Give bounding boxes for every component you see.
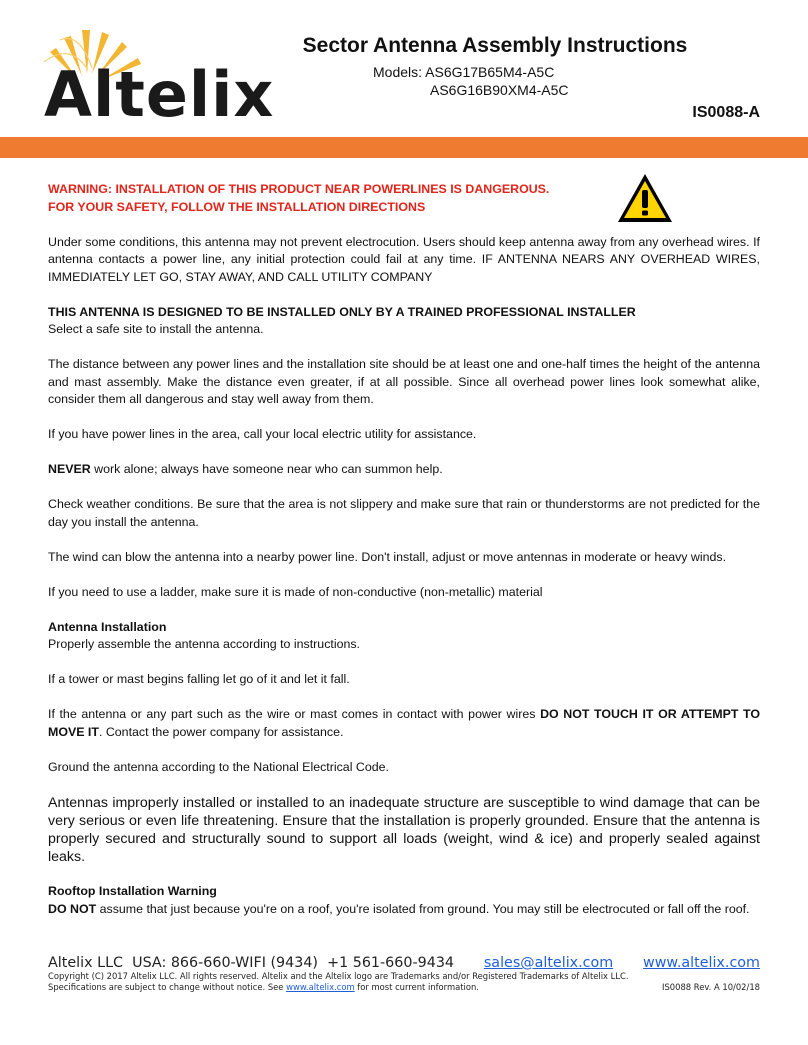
electrocution-paragraph: Under some conditions, this antenna may not prevent electrocution. Users should keep antenna away from any overhead wires. If antenna contacts a power line, any initial protection could fail at any time. IF ANTENNA NEARS ANY OVERHEAD WIRES, IMMEDIATELY LET GO, STAY AWAY, AND CALL UTILITY COMPANY bbox=[48, 234, 760, 284]
tower-paragraph: If a tower or mast begins falling let go of it and let it fall. bbox=[48, 672, 350, 686]
page-title: Sector Antenna Assembly Instructions bbox=[302, 34, 688, 57]
utility-paragraph: If you have power lines in the area, call your local electric utility for assistance. bbox=[48, 427, 477, 441]
spec-post: for most current information. bbox=[354, 981, 479, 992]
installation-heading: Antenna Installation bbox=[48, 619, 167, 634]
rooftop-heading: Rooftop Installation Warning bbox=[48, 884, 217, 898]
structure-paragraph: Antennas improperly installed or installed to an inadequate structure are susceptible to wind damage that can be very serious or even life threatening. Ensure that the installation is properly grounded. Ensure that the antenna is properly secured and structurally sound to support all loads (weight, wind & ice) and properly sealed against leaks. bbox=[48, 794, 760, 865]
brand-wordmark: Altelix bbox=[44, 58, 275, 131]
models-line-1: Models: AS6G17B65M4-A5C bbox=[373, 64, 555, 80]
distance-paragraph: The distance between any power lines and the installation site should be at least one and one-half times the height of the antenna and mast assembly. Make the distance even greater, if at all possible. Since all overhead power lines look somewhat alike, consider them all dangerous and stay well away from them. bbox=[48, 357, 760, 406]
spec-notice bbox=[48, 982, 479, 993]
installer-heading: THIS ANTENNA IS DESIGNED TO BE INSTALLED ONLY BY A TRAINED PROFESSIONAL INSTALLER bbox=[48, 304, 636, 319]
ladder-paragraph: If you need to use a ladder, make sure it is made of non-conductive (non-metallic) material bbox=[48, 584, 543, 599]
instructions-body bbox=[48, 180, 760, 918]
warning-line-2: FOR YOUR SAFETY, FOLLOW THE INSTALLATION DIRECTIONS bbox=[48, 200, 426, 214]
document-id: IS0088-A bbox=[692, 104, 760, 121]
models-line-2: AS6G16B90XM4-A5C bbox=[430, 82, 569, 98]
page-footer bbox=[48, 955, 760, 992]
spec-pre: Specifications are subject to change without notice. See bbox=[48, 981, 287, 992]
ground-paragraph: Ground the antenna according to the National Electrical Code. bbox=[48, 759, 389, 774]
weather-paragraph: Check weather conditions. Be sure that the area is not slippery and make sure that rain or thunderstorms are not predicted for the day you install the antenna. bbox=[48, 497, 760, 529]
spec-website-link[interactable]: www.altelix.com bbox=[286, 981, 355, 992]
spec-line bbox=[48, 982, 760, 993]
rooftop-rest: assume that just because you're on a roof, you're isolated from ground. You may still be electrocuted or fall off the roof. bbox=[96, 901, 750, 916]
never-rest: work alone; always have someone near who can summon help. bbox=[90, 462, 443, 476]
contact-pre: If the antenna or any part such as the wire or mast comes in contact with power wires bbox=[48, 707, 541, 721]
phone-intl: +1 561-660-9434 bbox=[327, 955, 455, 971]
contact-bold: DO NOT TOUCH IT OR ATTEMPT TO MOVE IT bbox=[48, 707, 760, 739]
altelix-logo bbox=[40, 22, 275, 132]
contact-phones bbox=[48, 955, 454, 971]
installer-text: Select a safe site to install the antenna. bbox=[48, 322, 264, 336]
contact-line bbox=[48, 955, 760, 971]
email-link[interactable]: sales@altelix.com bbox=[483, 955, 614, 971]
website-link[interactable]: www.altelix.com bbox=[643, 955, 760, 971]
phone-usa: USA: 866-660-WIFI (9434) bbox=[132, 955, 319, 971]
rooftop-bold: DO NOT bbox=[48, 901, 97, 916]
never-alone-paragraph bbox=[48, 461, 760, 479]
rooftop-paragraph bbox=[48, 901, 760, 919]
installation-text: Properly assemble the antenna according to instructions. bbox=[48, 637, 361, 651]
never-bold: NEVER bbox=[48, 462, 91, 476]
company-name: Altelix LLC bbox=[48, 955, 124, 971]
contact-post: . Contact the power company for assistance. bbox=[98, 724, 344, 739]
warning-line-1: WARNING: INSTALLATION OF THIS PRODUCT NEAR POWERLINES IS DANGEROUS. bbox=[48, 182, 550, 196]
copyright-line: Copyright (C) 2017 Altelix LLC. All rights reserved. Altelix and the Altelix logo are Trademarks and/or Registered Trademarks of Altelix LLC. bbox=[48, 971, 629, 981]
header-divider-bar bbox=[0, 137, 808, 158]
wind-paragraph: The wind can blow the antenna into a nearby power line. Don't install, adjust or move antennas in moderate or heavy winds. bbox=[48, 549, 727, 564]
revision-label: IS0088 Rev. A 10/02/18 bbox=[662, 981, 760, 992]
power-contact-paragraph bbox=[48, 706, 760, 741]
powerline-warning bbox=[48, 180, 760, 216]
